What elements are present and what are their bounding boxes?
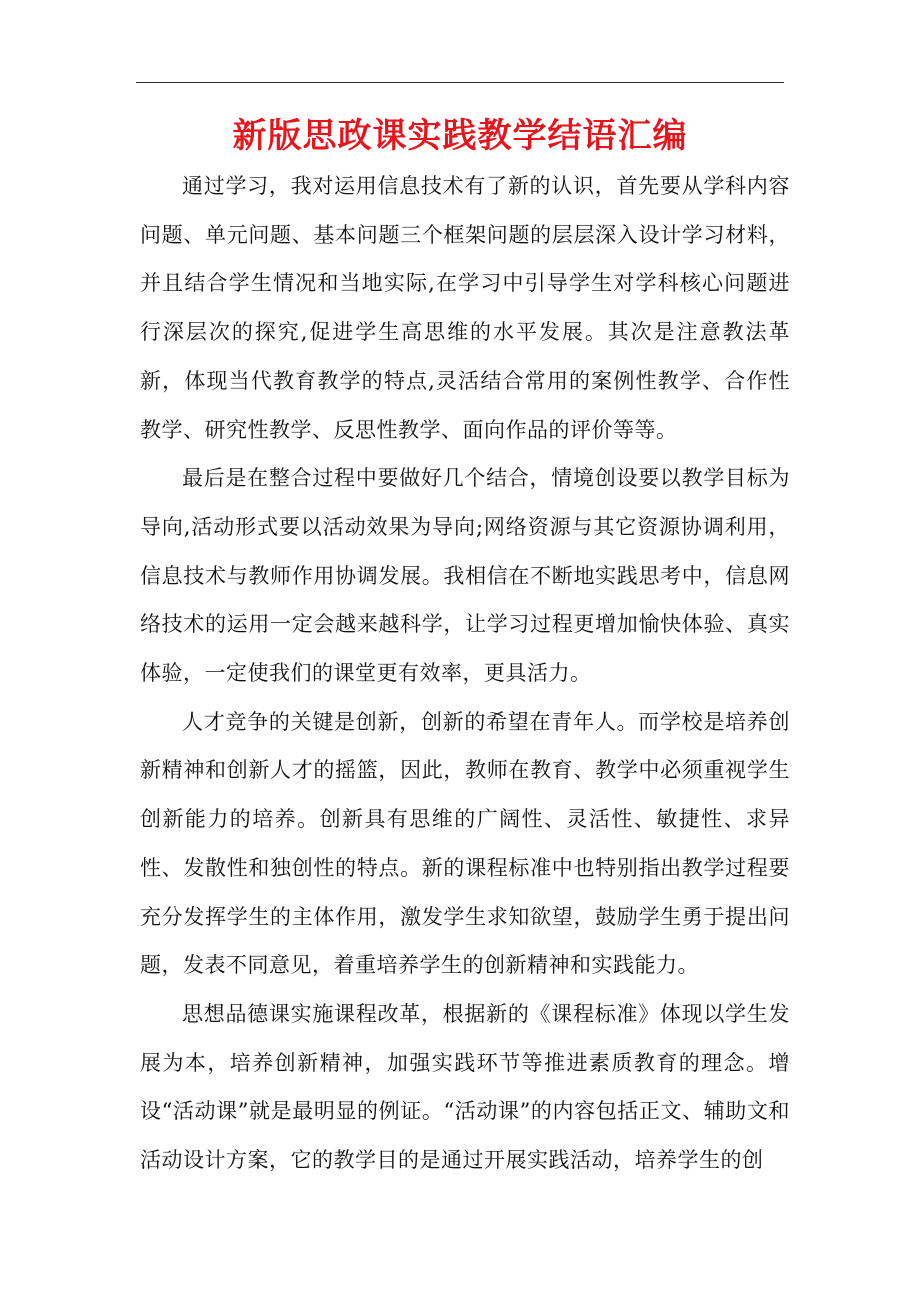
document-title: 新版思政课实践教学结语汇编: [232, 116, 688, 156]
paragraph-3: 人才竞争的关键是创新，创新的希望在青年人。而学校是培养创新精神和创新人才的摇篮，因此，教师在教育、教学中必须重视学生创新能力的培养。创新具有思维的广阔性、灵活性、敏捷性、求异性、发散性和独创性的特点。新的课程标准中也特别指出教学过程要充分发挥学生的主体作用，激发学生求知欲望，鼓励学生勇于提出问题，发表不同意见，着重培养学生的创新精神和实践能力。: [140, 709, 790, 978]
paragraph-1: 通过学习，我对运用信息技术有了新的认识，首先要从学科内容问题、单元问题、基本问题三个框架问题的层层深入设计学习材料，并且结合学生情况和当地实际,在学习中引导学生对学科核心问题进行深层次的探究,促进学生高思维的水平发展。其次是注意教法革新，体现当代教育教学的特点,灵活结合常用的案例性教学、合作性教学、研究性教学、反思性教学、面向作品的评价等等。: [140, 174, 790, 442]
document-body: [140, 162, 790, 1185]
paragraph-2: 最后是在整合过程中要做好几个结合，情境创设要以教学目标为导向,活动形式要以活动效果为导向;网络资源与其它资源协调利用，信息技术与教师作用协调发展。我相信在不断地实践思考中，信息网络技术的运用一定会越来越科学，让学习过程更增加愉快体验、真实体验，一定使我们的课堂更有效率，更具活力。: [140, 466, 790, 686]
header-rule: [136, 82, 784, 83]
paragraph-4: 思想品德课实施课程改革，根据新的《课程标准》体现以学生发展为本，培养创新精神，加强实践环节等推进素质教育的理念。增设“活动课”就是最明显的例证。“活动课”的内容包括正文、辅助文和活动设计方案，它的教学目的是通过开展实践活动，培养学生的创: [140, 1001, 790, 1173]
